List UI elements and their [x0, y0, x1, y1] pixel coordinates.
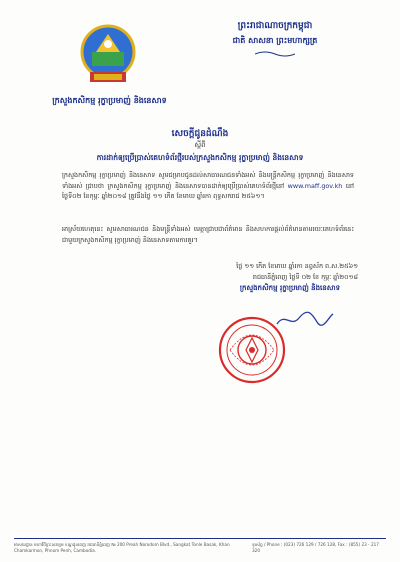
body-paragraph-2: អាស្រ័យហេតុនេះ សូមសាធារណជន និងមន្ត្រីទាំងអស់ មេត្តាជ្រាបជាព័ត៌មាន និងសហការផ្តល់ព័ត៌មានតាមរយៈគេហទំព័រនេះ ជាមួយក្រសួងកសិកម្ម រុក្ខាប្រមាញ់ និងនេសាទតាមការគួរ។: [62, 225, 354, 244]
body-paragraph-1: [62, 170, 354, 202]
body-paragraph-1-text-b: នៅថ្ងៃទី០២ ខែកុម្ភៈ ឆ្នាំ២០១៨ ត្រូវនឹងថ្ងៃ ១១ កើត ខែមាឃ ឆ្នាំរកា ពុទ្ធសករាជ ២៥៦១។: [62, 181, 354, 200]
signing-organization: ក្រសួងកសិកម្ម រុក្ខាប្រមាញ់ និងនេសាទ: [239, 284, 341, 292]
national-motto: ជាតិ សាសនា ព្រះមហាក្សត្រ: [232, 36, 318, 45]
official-seal-icon: [218, 316, 286, 384]
body-paragraph-1-text-a: ក្រសួងកសិកម្ម រុក្ខាប្រមាញ់ និងនេសាទ សូមជម្រាបជូនដល់សាធារណជនទាំងអស់ និងមន្ត្រីកសិកម្ម រុក្ខាប្រមាញ់ និងនេសាទទាំងអស់ ជ្រាបថា ក្រសួងកសិកម្ម រុក្ខាប្រមាញ់ និងនេសាទបានដាក់ឲ្យប្រើប្រាស់គេហទំព័រថ្មីនៅ: [62, 171, 354, 190]
notice-subject: ការដាក់ឲ្យប្រើប្រាស់គេហទំព័រថ្មីរបស់ក្រសួងកសិកម្ម រុក្ខាប្រមាញ់ និងនេសាទ: [96, 153, 304, 162]
ornament-divider-icon: [255, 50, 295, 58]
footer-divider: [14, 538, 386, 539]
ministry-name: ក្រសួងកសិកម្ម រុក្ខាប្រមាញ់ និងនេសាទ: [52, 96, 167, 105]
website-link[interactable]: www.maff.gov.kh: [287, 181, 343, 190]
ministry-logo-icon: [78, 22, 138, 86]
notice-regarding: ស្តីពី: [194, 141, 206, 149]
kingdom-heading: ព្រះរាជាណាចក្រកម្ពុជា: [237, 21, 313, 31]
lunar-date: ថ្ងៃ ១១ កើត ខែមាឃ ឆ្នាំរកា នព្វស័ក ព.ស.២៥៦១: [236, 262, 358, 270]
footer-contact: ទូរស័ព្ទ / Phone : (023) 726 129 / 726 128, Fax : (855) 23 - 217 320: [252, 542, 379, 553]
solar-date: រាជធានីភ្នំពេញ ថ្ងៃទី ០២ ខែ កុម្ភៈ ឆ្នាំ២០១៨: [252, 273, 358, 281]
footer-address: អាសយដ្ឋាន មហាវិថីព្រះនរោត្តម ខណ្ឌដូនពេញ រាជធានីភ្នំពេញ № 200 Preah Norodom Blvd., Sangkat Tonle Basak, Khan Chamkarmon, Phnom Penh, Cambodia.: [14, 542, 230, 553]
notice-title: សេចក្តីជូនដំណឹង: [171, 129, 229, 139]
